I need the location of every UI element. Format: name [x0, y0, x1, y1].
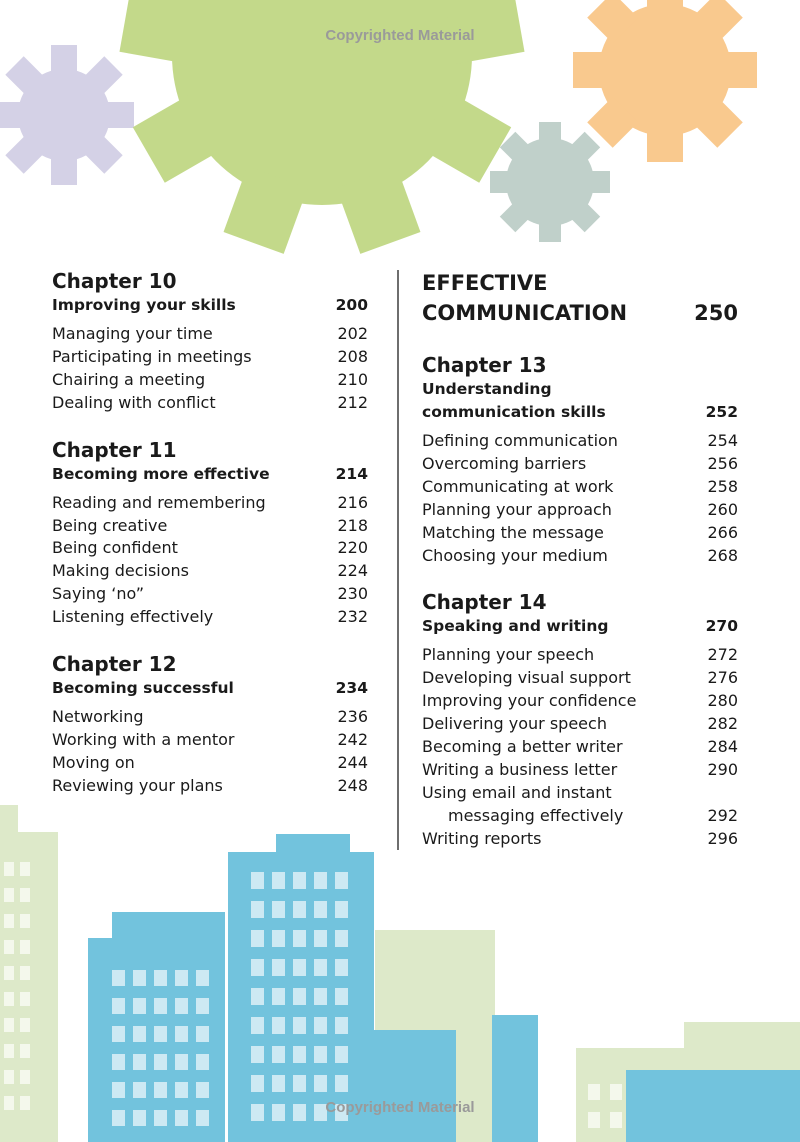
toc-entry-page: 290: [707, 759, 738, 779]
chapter-subtitle-row[interactable]: [422, 615, 738, 638]
toc-entry-page: 254: [707, 431, 738, 450]
chapter-14: [422, 589, 738, 850]
toc-entry[interactable]: [52, 492, 368, 515]
toc-entry-page: 242: [337, 729, 368, 749]
toc-entry[interactable]: [52, 560, 368, 583]
toc-entry[interactable]: [52, 706, 368, 729]
chapter-label: Chapter 14: [422, 590, 547, 615]
toc-entry[interactable]: [422, 713, 738, 736]
toc-right-column: [422, 268, 738, 873]
toc-entry-title: Reviewing your plans: [52, 775, 223, 795]
toc-entry-title: Participating in meetings: [52, 346, 252, 366]
chapter-10: [52, 268, 368, 415]
toc-entry-page: 260: [707, 499, 738, 519]
toc-entry[interactable]: [422, 805, 738, 828]
chapter-subtitle: Becoming more effective: [52, 464, 270, 483]
chapter-label: Chapter 13: [422, 353, 547, 377]
section-page-number: 250: [694, 301, 738, 325]
toc-entry-page: 224: [337, 561, 368, 581]
chapter-label: Chapter 11: [52, 437, 177, 462]
toc-entry-page: 212: [337, 392, 368, 412]
purple-gear-icon: [0, 45, 134, 185]
watermark-bottom: Copyrighted Material: [325, 1099, 475, 1116]
chapter-label: Chapter 12: [52, 652, 177, 677]
toc-entry-title: Chairing a meeting: [52, 369, 206, 389]
toc-entry-page: 282: [707, 714, 738, 734]
toc-entry-title: Networking: [52, 707, 144, 727]
toc-entry-page: 220: [337, 538, 368, 558]
toc-entry-title: messaging effectively: [448, 805, 624, 825]
toc-entry[interactable]: [422, 690, 738, 713]
toc-entry-page: 230: [337, 584, 368, 604]
toc-entry-page: 232: [337, 607, 368, 627]
toc-entry[interactable]: [422, 499, 738, 522]
chapter-subtitle: Becoming successful: [52, 679, 234, 698]
chapter-11: [52, 437, 368, 629]
toc-entry-title: Writing a business letter: [422, 759, 618, 779]
toc-entry[interactable]: [52, 752, 368, 775]
toc-entry-title: Saying ‘no”: [52, 584, 144, 604]
toc-entry[interactable]: [422, 522, 738, 545]
toc-entry-page: 268: [707, 545, 738, 565]
section-heading[interactable]: [422, 268, 738, 328]
toc-entry-title: Being confident: [52, 538, 178, 558]
toc-entry-title: Managing your time: [52, 324, 213, 343]
toc-entry-title: Planning your speech: [422, 645, 595, 665]
chapter-page-number: 252: [705, 403, 738, 421]
column-divider: [397, 270, 399, 850]
section-title-line2: COMMUNICATION: [422, 301, 628, 325]
toc-entry-title: Delivering your speech: [422, 714, 607, 734]
toc-entry-page: 292: [707, 805, 738, 825]
chapter-label: Chapter 10: [52, 269, 177, 293]
toc-entry-page: 202: [337, 324, 368, 343]
toc-entry[interactable]: [52, 606, 368, 629]
toc-entry-title: Planning your approach: [422, 499, 612, 519]
toc-entry[interactable]: [52, 729, 368, 752]
toc-entry[interactable]: [422, 453, 738, 476]
toc-entry-page: 258: [707, 476, 738, 496]
toc-entry-page: 280: [707, 691, 738, 711]
toc-entry[interactable]: [52, 775, 368, 798]
toc-entry-page: 276: [707, 668, 738, 688]
chapter-subtitle-row[interactable]: [52, 677, 368, 700]
chapter-page-number: 270: [705, 617, 738, 636]
toc-entry-title: Listening effectively: [52, 607, 214, 627]
toc-entry[interactable]: [422, 736, 738, 759]
toc-entry[interactable]: [52, 537, 368, 560]
toc-entry[interactable]: [52, 392, 368, 415]
chapter-subtitle: Improving your skills: [52, 296, 236, 314]
toc-entry-title: Overcoming barriers: [422, 453, 587, 473]
toc-entry-title: Reading and remembering: [52, 492, 266, 512]
toc-entry[interactable]: [422, 828, 738, 851]
toc-entry[interactable]: [422, 430, 738, 453]
toc-entry-title: Working with a mentor: [52, 729, 235, 749]
chapter-13: [422, 352, 738, 567]
gray-gear-icon: [490, 122, 610, 242]
toc-entry-title: Improving your confidence: [422, 691, 637, 711]
toc-entry[interactable]: [422, 782, 738, 805]
toc-entry-title: Being creative: [52, 515, 168, 535]
chapter-page-number: 200: [335, 296, 368, 314]
toc-entry-page: 218: [337, 515, 368, 535]
toc-entry-page: 236: [337, 707, 368, 727]
section-title-line1: EFFECTIVE: [422, 271, 548, 295]
toc-entry-page: 284: [707, 737, 738, 757]
toc-entry-title: Becoming a better writer: [422, 737, 623, 757]
chapter-subtitle-line2: communication skills: [422, 403, 606, 421]
toc-entry-page: 248: [337, 775, 368, 795]
chapter-subtitle-line1: Understanding: [422, 380, 552, 398]
chapter-12: [52, 651, 368, 798]
chapter-page-number: 234: [335, 679, 368, 698]
chapter-subtitle-row[interactable]: [52, 294, 368, 317]
toc-entry[interactable]: [422, 644, 738, 667]
toc-entry-page: 210: [337, 369, 368, 389]
toc-entry-page: 244: [337, 752, 368, 772]
toc-entry[interactable]: [422, 476, 738, 499]
toc-entry-title: Writing reports: [422, 828, 542, 848]
toc-entry-page: 216: [337, 492, 368, 512]
toc-entry-title: Choosing your medium: [422, 545, 608, 565]
toc-entry-page: 296: [707, 828, 738, 848]
toc-entry-page: 266: [707, 522, 738, 542]
chapter-subtitle-row[interactable]: [422, 378, 738, 424]
toc-left-column: [52, 268, 368, 820]
toc-entry[interactable]: [52, 346, 368, 369]
toc-entry-title: Moving on: [52, 752, 135, 772]
toc-entry-title: Dealing with conflict: [52, 392, 216, 412]
toc-entry-page: 208: [337, 346, 368, 366]
chapter-page-number: 214: [335, 464, 368, 483]
toc-entry[interactable]: [422, 759, 738, 782]
toc-entry-title: Communicating at work: [422, 476, 614, 496]
toc-entry-title: Developing visual support: [422, 668, 631, 688]
chapter-subtitle-row[interactable]: [52, 463, 368, 486]
toc-entry[interactable]: [52, 369, 368, 392]
toc-entry[interactable]: [52, 323, 368, 346]
toc-entry[interactable]: [52, 583, 368, 606]
chapter-subtitle: Speaking and writing: [422, 617, 609, 636]
toc-entry-page: 256: [707, 453, 738, 473]
orange-gear-icon: [573, 0, 757, 162]
toc-entry-title: Making decisions: [52, 561, 189, 581]
toc-entry[interactable]: [52, 515, 368, 538]
toc-entry-title: Matching the message: [422, 522, 604, 542]
toc-entry[interactable]: [422, 667, 738, 690]
toc-entry-page: 272: [707, 645, 738, 665]
toc-entry-title: Defining communication: [422, 431, 618, 450]
watermark-top: Copyrighted Material: [325, 27, 475, 44]
toc-entry[interactable]: [422, 545, 738, 568]
toc-entry-title: Using email and instant: [422, 782, 612, 802]
